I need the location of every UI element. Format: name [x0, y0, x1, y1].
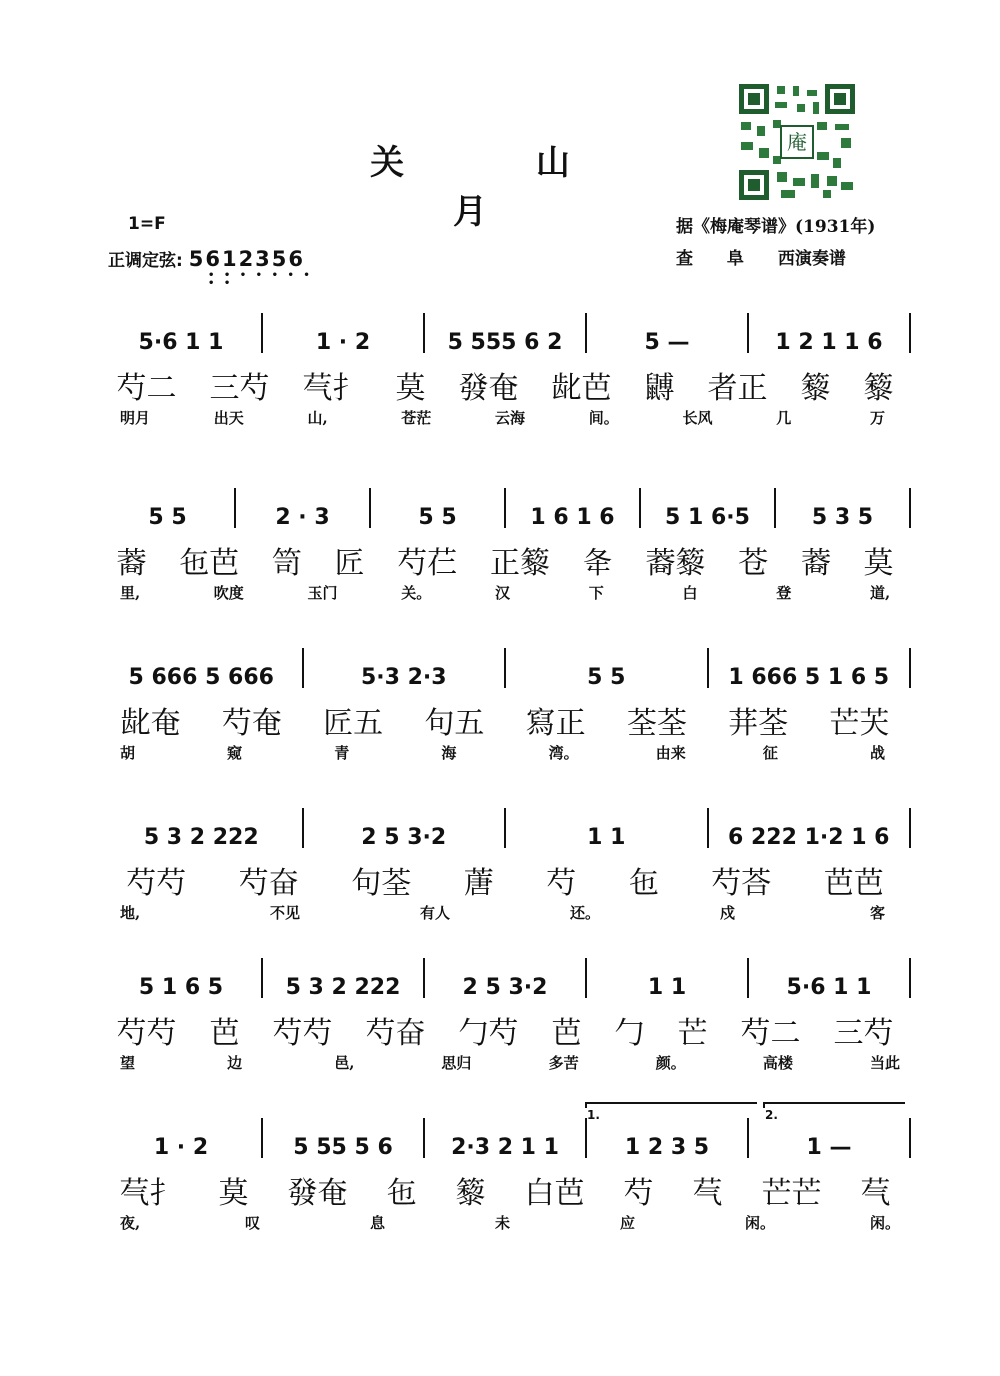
second-ending-label: 2.	[765, 1108, 778, 1122]
jianzi-char: 䉫	[455, 1176, 486, 1211]
jianzi-char: 芍芍	[126, 866, 187, 901]
measure-notes: 5 5	[418, 505, 457, 530]
measure	[108, 940, 254, 1000]
jianzi-char: 者正	[707, 371, 768, 406]
measure	[311, 790, 498, 850]
bar-line	[234, 488, 236, 528]
jianzi-char: 夅	[582, 546, 613, 581]
bar-line	[909, 958, 911, 998]
lyric-word: 玉门	[307, 584, 338, 602]
measure-notes: 5·6 1 1	[786, 975, 872, 1000]
measure	[716, 790, 903, 850]
lyric-word: 里,	[120, 584, 141, 602]
tuning-octave-dots: ••••••• ••	[208, 270, 320, 289]
jianzi-char: 句荃	[351, 866, 412, 901]
measure-notes: 1 · 2	[315, 330, 371, 355]
lyric-word: 叹	[245, 1214, 261, 1232]
measure-notes: 1 1	[587, 825, 626, 850]
bar-line	[909, 313, 911, 353]
measure	[432, 295, 578, 355]
measure-notes: 6 222 1·2 1 6	[728, 825, 890, 850]
tuning-notes: 5612356	[188, 247, 306, 271]
jianzipu-line	[100, 698, 910, 743]
lyric-word: 未	[495, 1214, 511, 1232]
measure-notes: 1 6 1 6	[530, 505, 615, 530]
measure-notes: 5·6 1 1	[138, 330, 224, 355]
jianzi-char: 芍	[623, 1176, 654, 1211]
bar-line	[909, 648, 911, 688]
jianzipu-line	[100, 363, 910, 408]
lyric-word: 道,	[870, 584, 891, 602]
jianzi-char: 㐌	[386, 1176, 417, 1211]
jianzi-char: 㐌	[628, 866, 659, 901]
lyric-word: 胡	[120, 744, 136, 762]
measure-notes: 1 · 2	[153, 1135, 209, 1160]
lyric-word: 万	[870, 409, 886, 427]
measure-notes: 5 55 5 6	[293, 1135, 393, 1160]
bar-line	[261, 313, 263, 353]
jianzi-char: 芞	[860, 1176, 891, 1211]
lyric-word: 高楼	[762, 1054, 793, 1072]
jianzi-char: 龀芭	[551, 371, 612, 406]
measure-notes: 2·3 2 1 1	[451, 1135, 559, 1160]
page-title: 关 山 月	[370, 143, 630, 232]
score-row	[100, 930, 910, 1080]
measure	[311, 630, 498, 690]
jianzi-char: 笥	[271, 546, 302, 581]
bar-line	[639, 488, 641, 528]
lyric-word: 白	[682, 584, 698, 602]
lyrics-line	[100, 902, 910, 926]
bar-line	[261, 958, 263, 998]
qr-center-label: 庵	[787, 130, 807, 154]
lyric-word: 青	[334, 744, 350, 762]
jianzi-char: 正䉫	[489, 546, 550, 581]
jianzi-char: 莫	[218, 1176, 249, 1211]
lyric-word: 明月	[120, 409, 151, 427]
measure-notes: 5·3 2·3	[360, 665, 447, 690]
lyric-word: 多苦	[548, 1054, 579, 1072]
lyrics-line	[100, 407, 910, 431]
jianzi-char: 芍荅	[711, 866, 772, 901]
lyric-word: 下	[588, 584, 604, 602]
bar-line	[909, 808, 911, 848]
bar-line	[585, 1118, 587, 1158]
lyrics-line	[100, 1212, 910, 1236]
jianzi-char: 寫正	[525, 706, 586, 741]
jianzi-char: 發奄	[287, 1176, 348, 1211]
measure-notes: 5 666 5 666	[128, 665, 274, 690]
jianpu-line	[100, 940, 910, 1000]
lyrics-line	[100, 582, 910, 606]
bar-line	[909, 1118, 911, 1158]
measure	[243, 470, 362, 530]
jianzi-char: 䕍䉫	[645, 546, 706, 581]
measure	[756, 940, 902, 1000]
measure-notes: 2 5 3·2	[361, 825, 447, 850]
lyric-word: 海	[441, 744, 457, 762]
jianzi-char: 龀奄	[120, 706, 181, 741]
lyric-word: 云海	[495, 409, 526, 427]
measure	[270, 295, 416, 355]
measure-notes: 1 2 3 5	[624, 1135, 710, 1160]
bar-line	[774, 488, 776, 528]
bar-line	[504, 488, 506, 528]
jianzi-char: 芍二	[740, 1016, 801, 1051]
measure-notes: 1 1	[647, 975, 687, 1000]
bar-line	[585, 313, 587, 353]
jianzi-char: 芭	[209, 1016, 240, 1051]
measure-notes: 1 666 5 1 6 5	[728, 665, 890, 690]
lyric-word: 间。	[588, 409, 619, 427]
bar-line	[504, 808, 506, 848]
jianzi-char: 荃荃	[626, 706, 687, 741]
jianzipu-line	[100, 1008, 910, 1053]
jianzi-char: 㐌芭	[179, 546, 240, 581]
jianzipu-line	[100, 858, 910, 903]
jianzi-char: 芭芭	[823, 866, 884, 901]
bar-line	[747, 958, 749, 998]
measure	[432, 1100, 578, 1160]
bar-line	[747, 1118, 749, 1158]
jianzi-char: 芞	[692, 1176, 723, 1211]
lyric-word: 湾。	[548, 744, 579, 762]
jianzi-char: 䉫	[800, 371, 831, 406]
measure	[108, 295, 254, 355]
measure	[270, 940, 416, 1000]
bar-line	[423, 313, 425, 353]
measure	[108, 1100, 254, 1160]
measure-notes: 5 555 6 2	[447, 330, 563, 355]
bar-line	[747, 313, 749, 353]
measure	[108, 630, 295, 690]
lyric-word: 由来	[655, 744, 686, 762]
jianzi-char: 䉫	[863, 371, 894, 406]
measure	[594, 1100, 740, 1160]
jianzi-char: 芭	[551, 1016, 582, 1051]
lyric-word: 汉	[495, 584, 511, 602]
measure-notes: 1 2 1 1 6	[775, 330, 883, 355]
jianzi-char: 芍奋	[238, 866, 299, 901]
jianzi-char: 莫	[863, 546, 894, 581]
measure-notes: 5 3 5	[811, 505, 874, 530]
lyric-word: 几	[776, 409, 792, 427]
measure	[594, 295, 740, 355]
measure-notes: 5 5	[587, 665, 626, 690]
jianzi-char: 芒	[677, 1016, 708, 1051]
jianzi-char: 芍奋	[365, 1016, 426, 1051]
jianzi-char: 䕍	[800, 546, 831, 581]
jianzi-char: 蓎	[463, 866, 494, 901]
qr-code-icon	[737, 82, 857, 202]
jianzi-char: 句五	[424, 706, 485, 741]
bar-line	[707, 808, 709, 848]
jianzi-char: 匠五	[323, 706, 384, 741]
jianzi-char: 芍芢	[397, 546, 458, 581]
measure	[108, 790, 295, 850]
measure	[716, 630, 903, 690]
jianzi-char: 䕍	[116, 546, 147, 581]
lyric-word: 征	[762, 744, 778, 762]
measure	[432, 940, 578, 1000]
tuning-label: 正调定弦:	[108, 251, 183, 271]
score-row	[100, 780, 910, 930]
measure	[513, 790, 700, 850]
measure	[756, 295, 902, 355]
jianzi-char: 芍芍	[272, 1016, 333, 1051]
jianzi-char: 莫	[395, 371, 426, 406]
key-signature: 1=F	[128, 214, 166, 234]
measure	[648, 470, 767, 530]
jianpu-line	[100, 470, 910, 530]
bar-line	[261, 1118, 263, 1158]
lyric-word: 息	[370, 1214, 386, 1232]
measure-notes: 5 5	[148, 505, 187, 530]
jianzi-char: 白芭	[524, 1176, 585, 1211]
source-note: 据《梅庵琴谱》(1931年)	[676, 217, 876, 237]
lyric-word: 颜。	[655, 1054, 686, 1072]
lyric-word: 长风	[682, 409, 713, 427]
measure-notes: 2 5 3·2	[462, 975, 548, 1000]
measure	[756, 1100, 902, 1160]
lyric-word: 山,	[307, 409, 328, 427]
measure	[513, 630, 700, 690]
lyric-word: 戍	[720, 904, 736, 922]
measure-notes: 5 —	[644, 330, 690, 355]
lyric-word: 边	[227, 1054, 243, 1072]
bar-line	[423, 958, 425, 998]
jianzi-char: 芒芒	[761, 1176, 822, 1211]
qr-code	[737, 82, 857, 202]
bar-line	[302, 648, 304, 688]
jianzipu-line	[100, 1168, 910, 1213]
lyric-word: 闲。	[870, 1214, 901, 1232]
lyric-word: 不见	[270, 904, 301, 922]
jianzi-char: 匠	[334, 546, 365, 581]
lyric-word: 战	[870, 744, 886, 762]
jianzi-char: 芒芖	[829, 706, 890, 741]
jianpu-line	[100, 1100, 910, 1160]
jianpu-line	[100, 790, 910, 850]
lyrics-line	[100, 1052, 910, 1076]
jianzi-char: 三芍	[209, 371, 270, 406]
lyric-word: 望	[120, 1054, 136, 1072]
lyric-word: 登	[776, 584, 792, 602]
jianzi-char: 三芍	[833, 1016, 894, 1051]
bar-line	[302, 808, 304, 848]
measure	[378, 470, 497, 530]
jianzi-char: 芞扌	[119, 1176, 180, 1211]
measure-notes: 5 1 6·5	[665, 505, 750, 530]
score-row	[100, 1090, 910, 1240]
lyric-word: 夜,	[120, 1214, 141, 1232]
measure-notes: 1 —	[806, 1135, 852, 1160]
lyric-word: 地,	[120, 904, 141, 922]
jianzi-char: 芞扌	[302, 371, 363, 406]
jianzipu-line	[100, 538, 910, 583]
first-ending-label: 1.	[587, 1108, 600, 1122]
lyric-word: 窥	[227, 744, 243, 762]
lyric-word: 当此	[870, 1054, 901, 1072]
lyric-word: 闲。	[745, 1214, 776, 1232]
lyric-word: 思归	[441, 1054, 472, 1072]
measure-notes: 2 · 3	[275, 505, 330, 530]
measure	[513, 470, 632, 530]
bar-line	[504, 648, 506, 688]
jianpu-line	[100, 295, 910, 355]
bar-line	[707, 648, 709, 688]
score-row	[100, 620, 910, 770]
measure	[108, 470, 227, 530]
lyric-word: 吹度	[213, 584, 244, 602]
jianzi-char: 苍	[738, 546, 769, 581]
jianzi-char: 荓荃	[728, 706, 789, 741]
measure	[783, 470, 902, 530]
lyric-word: 应	[620, 1214, 636, 1232]
jianzi-char: 勹	[614, 1016, 645, 1051]
bar-line	[369, 488, 371, 528]
jianzi-char: 芍二	[116, 371, 177, 406]
lyric-word: 关。	[401, 584, 432, 602]
score-row	[100, 285, 910, 435]
measure-notes: 5 1 6 5	[138, 975, 224, 1000]
bar-line	[909, 488, 911, 528]
lyrics-line	[100, 742, 910, 766]
lyric-word: 出天	[213, 409, 244, 427]
lyric-word: 还。	[570, 904, 601, 922]
jianzi-char: 芍芍	[116, 1016, 177, 1051]
measure-notes: 5 3 2 222	[143, 825, 259, 850]
jianzi-char: 䶈	[644, 371, 675, 406]
measure	[594, 940, 740, 1000]
jianzi-char: 勹芍	[458, 1016, 519, 1051]
score-row	[100, 460, 910, 610]
bar-line	[585, 958, 587, 998]
jianzi-char: 芍奄	[221, 706, 282, 741]
measure	[270, 1100, 416, 1160]
lyric-word: 客	[870, 904, 886, 922]
measure-notes: 5 3 2 222	[285, 975, 401, 1000]
performer-note: 查 阜 西演奏谱	[676, 249, 846, 269]
jianpu-line	[100, 630, 910, 690]
jianzi-char: 發奄	[458, 371, 519, 406]
bar-line	[423, 1118, 425, 1158]
jianzi-char: 芍	[546, 866, 577, 901]
lyric-word: 有人	[420, 904, 451, 922]
lyric-word: 苍茫	[401, 409, 432, 427]
lyric-word: 邑,	[334, 1054, 355, 1072]
tuning-line	[108, 246, 320, 289]
